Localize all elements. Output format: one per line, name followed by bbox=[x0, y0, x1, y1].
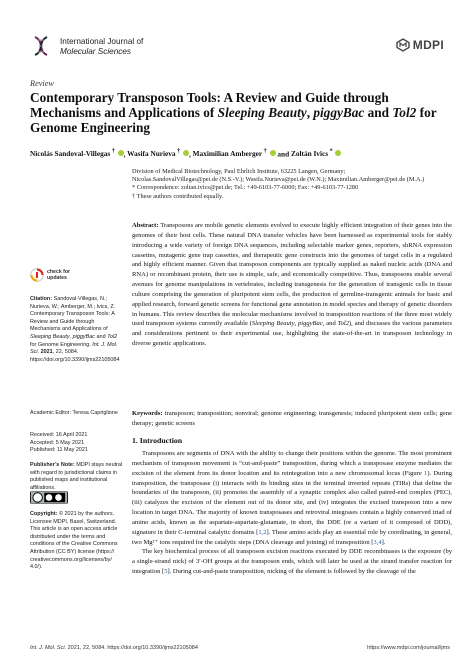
citation-journal: Int. J. Mol. Sci. bbox=[30, 341, 118, 356]
mdpi-logo-icon bbox=[396, 38, 410, 52]
orcid-icon[interactable] bbox=[270, 150, 276, 156]
author-mark: * bbox=[328, 149, 333, 155]
correspondence: * Correspondence: zoltan.ivics@pei.de; Tel.: +49-6103-77-6000; Fax: +49-6103-77-1280 bbox=[132, 184, 359, 192]
p1-text-d: ]. bbox=[381, 538, 386, 546]
citation-ref[interactable]: 5 bbox=[164, 568, 168, 576]
copyright-block bbox=[30, 511, 125, 572]
citation-block bbox=[30, 296, 125, 364]
orcid-icon[interactable] bbox=[183, 150, 189, 156]
keywords bbox=[132, 409, 452, 429]
article-type: Review bbox=[30, 79, 54, 88]
author-name: Maximilian Amberger bbox=[192, 149, 263, 159]
citation-sep-1: , bbox=[69, 333, 73, 340]
citation-doi[interactable]: , 22, 5084. https://doi.org/10.3390/ijms22105084 bbox=[30, 349, 120, 363]
journal-name-line1: International Journal of bbox=[60, 37, 144, 46]
academic-editor: Academic Editor: Teresa Capriglione bbox=[30, 410, 118, 416]
abstract-sb: Sleeping Beauty bbox=[251, 320, 295, 328]
citation-pb: piggyBac bbox=[72, 333, 96, 340]
author-mark: † bbox=[175, 149, 181, 155]
journal-name bbox=[60, 37, 143, 57]
abstract-pb: piggyBac bbox=[298, 320, 323, 328]
introduction-body bbox=[132, 449, 452, 577]
mdpi-logo bbox=[396, 38, 444, 52]
copyright-text: © 2021 by the authors. Licensee MDPI, Basel, Switzerland. This article is an open access article distributed under the terms and conditions of the Creative Commons Attribution (CC BY) license (https:// creativecommons.org/licenses/by/ 4.0/). bbox=[30, 511, 118, 571]
author-list: Nicolás Sandoval-Villegas † , Wasifa Nurieva † , Maximilian Amberger † and Zoltán Ivics * bbox=[30, 148, 450, 158]
title-text-1: Contemporary Transposon Tools: A Review and Guide through Mechanisms and Applications of bbox=[30, 90, 389, 121]
accepted-date: Accepted: 5 May 2021 bbox=[30, 439, 85, 446]
author[interactable] bbox=[30, 149, 124, 158]
citation-year: 2021 bbox=[39, 349, 53, 356]
citation-sb: Sleeping Beauty bbox=[30, 333, 70, 340]
author[interactable] bbox=[291, 149, 342, 158]
citation-text: Sandoval-Villegas, N.; Nurieva, W.; Amberger, M.; Ivics, Z. Contemporary Transposon Tools: A Review and Guide through Mechanisms and Applications of bbox=[30, 296, 116, 333]
author-mark: † bbox=[262, 149, 267, 155]
page-footer bbox=[30, 645, 450, 651]
author-name: Zoltán Ivics bbox=[290, 149, 329, 159]
publisher-note bbox=[30, 462, 125, 492]
check-for-updates-button[interactable] bbox=[30, 268, 70, 282]
journal-dna-icon bbox=[30, 35, 52, 57]
affiliation-line: Division of Medical Biotechnology, Paul Ehrlich Institute, 63225 Langen, Germany; bbox=[132, 168, 346, 175]
affiliations bbox=[132, 168, 452, 201]
citation-ref[interactable]: 1,2 bbox=[258, 528, 267, 536]
citation-text-2: for Genome Engineering. bbox=[30, 341, 93, 348]
p2-text-a: The key biochemical process of all transposon excision reactions executed by DDE recombinases is the exposure (by a single-strand nick) of 3′-OH groups at the transposon ends, which will later be used at the strand transfer reaction for integration [ bbox=[132, 548, 452, 576]
author-name: Nicolás Sandoval-Villegas bbox=[30, 149, 111, 159]
paragraph bbox=[132, 449, 452, 547]
p1-text-c: ]. These amino acids play an essential role by coordinating, in general, two Mg²⁺ ions required for the catalytic steps (DNA cleavage and joining) of transposition [ bbox=[132, 528, 452, 546]
section-title: 1. Introduction bbox=[132, 436, 183, 445]
keywords-label: Keywords: bbox=[132, 410, 163, 417]
publisher-note-label: Publisher’s Note: bbox=[30, 462, 75, 468]
abstract-tol2: Tol2 bbox=[337, 320, 349, 328]
citation-sep-2: and bbox=[95, 333, 108, 340]
citation-ref[interactable]: 3,4 bbox=[373, 538, 382, 546]
author[interactable] bbox=[127, 149, 189, 158]
published-date: Published: 11 May 2021 bbox=[30, 447, 88, 454]
title-sleeping-beauty: Sleeping Beauty bbox=[217, 105, 307, 121]
keywords-text: transposon; transposition; nonviral; genome engineering; transgenesis; induced pluripotent stem cells; gene therapy; genetic screens bbox=[132, 410, 452, 427]
footer-journal: Int. J. Mol. Sci. bbox=[30, 645, 67, 651]
title-sep-1: , bbox=[306, 105, 314, 121]
received-date: Received: 16 April 2021 bbox=[30, 432, 88, 438]
figure-ref[interactable]: 1 bbox=[424, 469, 428, 477]
check-updates-icon bbox=[30, 268, 44, 282]
affiliation-emails[interactable]: Nicolas.SandovalVillegas@pei.de (N.S.-V.); Wasifa.Nurieva@pei.de (W.N.); Maximilian.Amberger@pei.de (M.A.) bbox=[132, 176, 425, 184]
check-updates-line1: check for bbox=[47, 269, 71, 275]
title-text-2: for Genome Engineering bbox=[30, 105, 437, 136]
p1-text-b: ). During transposition, the transposase (i) interacts with its binding sites in the terminal inverted repeats (TIRs) that define the boundaries of the transposon, (ii) promotes the assembly of a synaptic complex also called paired-end complex (PEC), (iii) catalyzes the excision of the element out of its donor site, and (iv) integrates the excised transposon into a new location in target DNA. The majority of known transposases and retroviral integrases contain a highly conserved triad of amino acids, known as the aspartate-aspartate-glutamate, in short, the DDE (or a variant of it composed of DDD), signature in their C-terminal catalytic domains [ bbox=[132, 469, 452, 536]
footer-doi[interactable]: 2021, 22, 5084. https://doi.org/10.3390/ijms22105084 bbox=[66, 645, 198, 651]
title-sep-2: and bbox=[364, 105, 393, 121]
citation-label: Citation: bbox=[30, 296, 53, 302]
abstract-sep-2: , and bbox=[322, 320, 338, 328]
abstract-label: Abstract: bbox=[132, 222, 159, 229]
cc-logo-svg bbox=[31, 491, 67, 504]
p2-text-b: ]. During cut-and-paste transposition, nicking of the element is followed by the cleavage of the bbox=[167, 568, 416, 576]
mdpi-logo-text: MDPI bbox=[412, 38, 444, 52]
title-piggybac: piggyBac bbox=[313, 105, 365, 121]
journal-name-line2: Molecular Sciences bbox=[60, 47, 131, 56]
author[interactable] bbox=[193, 149, 276, 158]
check-updates-line2: updates bbox=[47, 275, 67, 281]
abstract-text-2: ), and discusses the various parameters and considerations pertinent to their experimental use, highlighting the state-of-the-art in transposon technology in diverse genetic applications. bbox=[132, 320, 452, 348]
dates-block bbox=[30, 432, 125, 455]
orcid-icon[interactable] bbox=[335, 150, 341, 156]
article-title bbox=[30, 90, 450, 136]
paragraph bbox=[132, 547, 452, 577]
abstract-sep-1: , bbox=[294, 320, 299, 328]
p1-text-a: Transposons are segments of DNA with the ability to change their positions within the genome. The most prominent mechanism of transposon movement is “cut-and-paste” transposition, during which a transposase enzyme mediates the excision of the element from its donor location and its reintegration into a new chromosomal locus (Figure bbox=[132, 450, 452, 477]
copyright-label: Copyright: bbox=[30, 511, 58, 517]
orcid-icon[interactable] bbox=[118, 150, 124, 156]
equal-contribution-note: † These authors contributed equally. bbox=[132, 192, 224, 200]
cc-by-license-icon[interactable] bbox=[30, 491, 68, 504]
footer-citation bbox=[30, 645, 198, 651]
author-name: Wasifa Nurieva bbox=[127, 149, 176, 159]
publisher-note-text: MDPI stays neutral with regard to jurisdictional claims in published maps and institutional affiliations. bbox=[30, 462, 123, 491]
abstract-text-1: Transposons are mobile genetic elements evolved to execute highly efficient integration of their genes into the genomes of their host cells. These natural DNA transfer vehicles have been harnessed as experimental tools for stably introducing a wide variety of foreign DNA sequences, including selectable marker genes, reporters, shRNA expression cassettes, mutagenic gene trap cassettes, and therapeutic gene constructs into the genomes of target cells in a regulated and highly efficient manner. Given that transposon components are typically supplied as naked nucleic acids (DNA and RNA) or recombinant protein, their use is simple, safe, and economically competitive. Thus, transposons enable several avenues for genome manipulations in vertebrates, including transgenesis for the generation of transgenic cells in tissue culture comprising the generation of pluripotent stem cells, the production of germline-transgenic animals for basic and applied research, forward genetic screens for functional gene annotation in model species and therapy of genetic disorders in humans. This review describes the molecular mechanisms involved in transposition reactions of the three most widely used transposon systems currently available ( bbox=[132, 222, 452, 328]
footer-journal-url[interactable]: https://www.mdpi.com/journal/ijms bbox=[367, 645, 450, 651]
title-tol2: Tol2 bbox=[392, 105, 417, 121]
abstract bbox=[132, 221, 452, 349]
citation-tol2: Tol2 bbox=[107, 333, 118, 340]
author-mark: † bbox=[110, 149, 115, 155]
